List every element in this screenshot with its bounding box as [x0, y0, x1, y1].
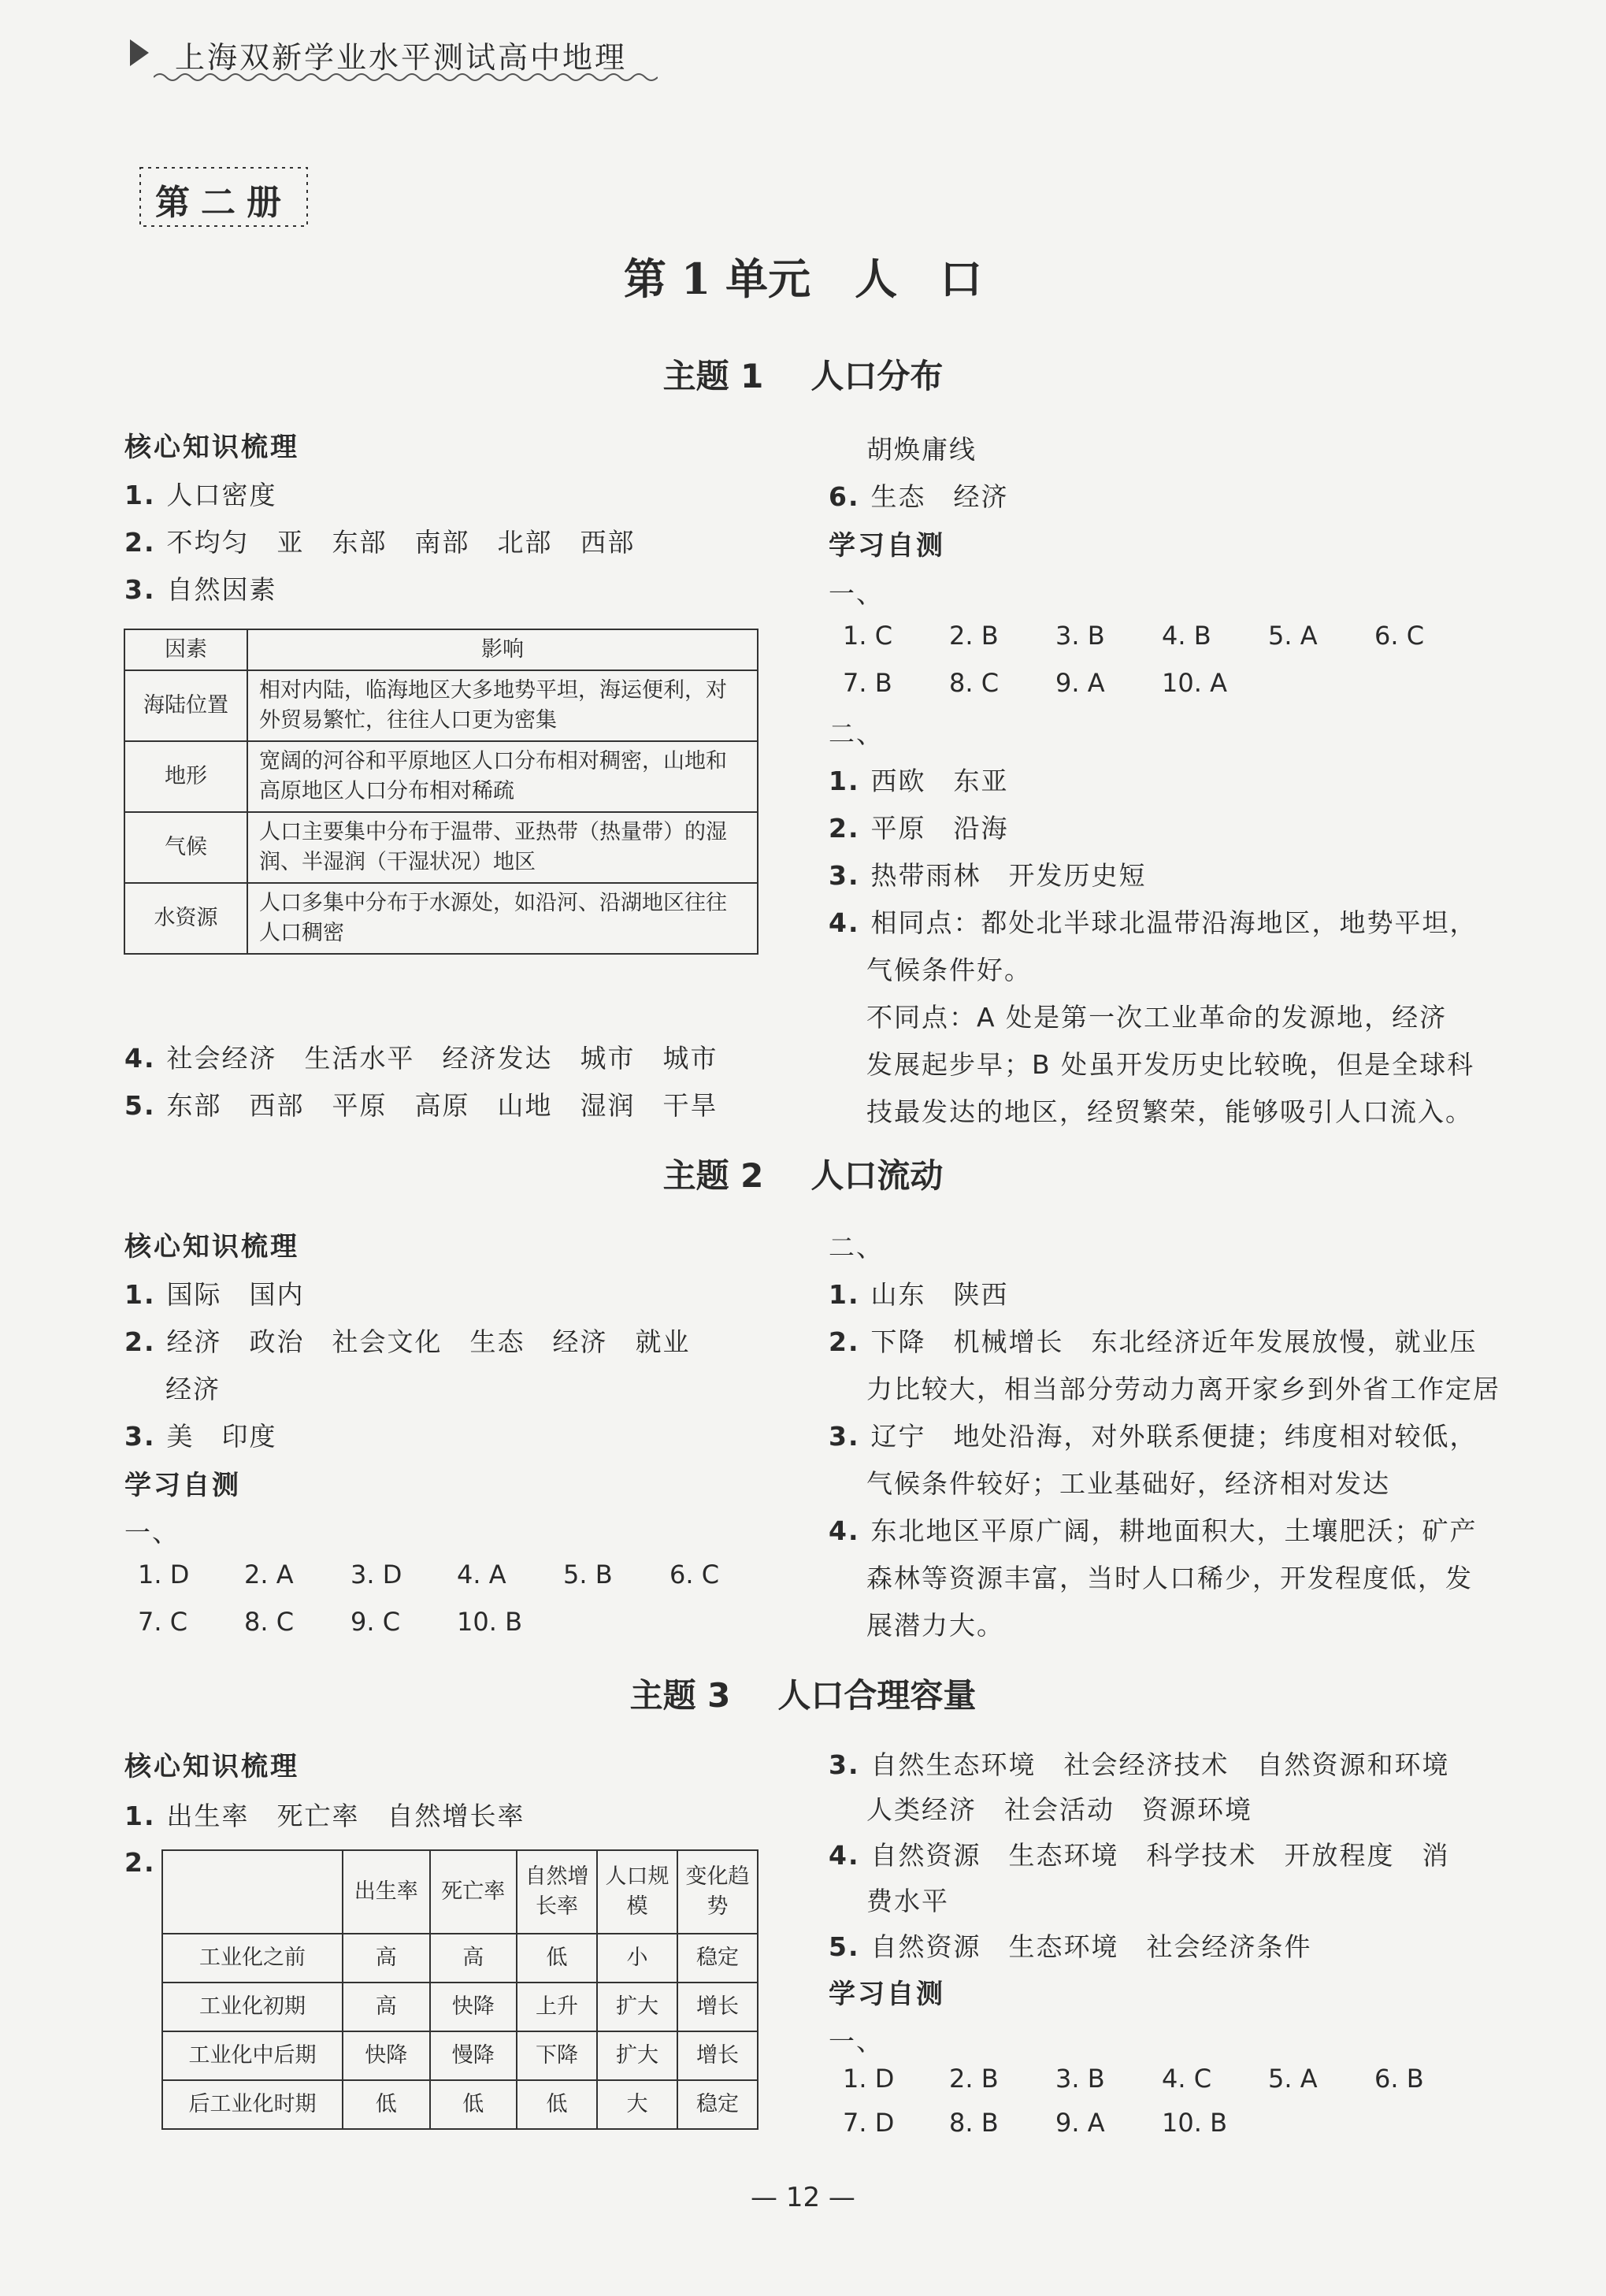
- t1-core-cont: 胡焕庸线: [866, 434, 977, 465]
- t2-mc-row: 7. C 8. C 9. C 10. B: [138, 1607, 523, 1637]
- page-number: — 12 —: [751, 2182, 855, 2213]
- header-wavy-underline: [154, 71, 658, 83]
- t2-core-heading: 核心知识梳理: [124, 1231, 299, 1263]
- table-row: 工业化之前 高 高 低 小 稳定: [162, 1934, 758, 1983]
- topic-3-title: 主题 3 人口合理容量: [629, 1676, 977, 1715]
- t1-core-item: 5. 东部 西部 平原 高原 山地 湿润 干旱: [124, 1090, 718, 1121]
- table-row: 后工业化时期 低 低 低 大 稳定: [162, 2080, 758, 2129]
- t1-short-answer-cont: 发展起步早；B 处虽开发历史比较晚，但是全球科: [866, 1049, 1475, 1080]
- t2-part2-label: 二、: [829, 1232, 884, 1263]
- topic-1-title: 主题 1 人口分布: [662, 357, 944, 395]
- t2-short-answer: 1. 山东 陕西: [829, 1279, 1009, 1310]
- t3-self-heading: 学习自测: [829, 1979, 945, 2010]
- t3-core-item-number: 2.: [124, 1847, 156, 1878]
- t1-mc-row: 1. C 2. B 3. B 4. B 5. A 6. C: [843, 621, 1425, 651]
- t2-short-answer: 2. 下降 机械增长 东北经济近年发展放慢，就业压: [829, 1326, 1478, 1357]
- t1-part2-label: 二、: [829, 718, 884, 749]
- t2-short-answer-cont: 气候条件较好；工业基础好，经济相对发达: [866, 1468, 1390, 1499]
- table-row: 工业化初期 高 快降 上升 扩大 增长: [162, 1983, 758, 2031]
- t1-core-item: 2. 不均匀 亚 东部 南部 北部 西部: [124, 527, 636, 558]
- t1-short-answer: 3. 热带雨林 开发历史短: [829, 860, 1147, 891]
- book-label: 第二册: [134, 161, 313, 232]
- t2-short-answer-cont: 森林等资源丰富，当时人口稀少，开发程度低，发: [866, 1563, 1473, 1593]
- t1-core-heading: 核心知识梳理: [124, 432, 299, 463]
- table-row: 气候 人口主要集中分布于温带、亚热带（热量带）的湿润、半湿润（干湿状况）地区: [124, 812, 758, 883]
- t1-short-answer-cont: 气候条件好。: [866, 955, 1032, 985]
- t3-core-item: 4. 自然资源 生态环境 科学技术 开放程度 消: [829, 1840, 1450, 1871]
- t1-short-answer-cont: 不同点：A 处是第一次工业革命的发源地，经济: [866, 1002, 1448, 1033]
- header-arrow-icon: [130, 39, 149, 66]
- t2-part1-label: 一、: [124, 1517, 180, 1548]
- t3-mc-row: 7. D 8. B 9. A 10. B: [843, 2108, 1228, 2138]
- t2-core-item-cont: 经济: [165, 1374, 221, 1404]
- t3-core-item-cont: 人类经济 社会活动 资源环境: [866, 1794, 1252, 1825]
- t3-core-item: 5. 自然资源 生态环境 社会经济条件: [829, 1931, 1312, 1962]
- t2-self-heading: 学习自测: [124, 1470, 241, 1501]
- t3-core-item-cont: 费水平: [866, 1886, 949, 1916]
- running-header: 上海双新学业水平测试高中地理: [175, 40, 628, 75]
- t2-short-answer-cont: 力比较大，相当部分劳动力离开家乡到外省工作定居: [866, 1374, 1500, 1404]
- t1-short-answer: 2. 平原 沿海: [829, 813, 1009, 844]
- t1-short-answer: 4. 相同点：都处北半球北温带沿海地区，地势平坦，: [829, 907, 1478, 938]
- t1-core-item: 3. 自然因素: [124, 574, 277, 605]
- t1-core-item: 4. 社会经济 生活水平 经济发达 城市 城市: [124, 1043, 718, 1074]
- t3-core-item: 1. 出生率 死亡率 自然增长率: [124, 1801, 525, 1831]
- t2-short-answer-cont: 展潜力大。: [866, 1610, 1004, 1641]
- t2-short-answer: 4. 东北地区平原广阔，耕地面积大，土壤肥沃；矿产: [829, 1515, 1478, 1546]
- t1-core-item: 1. 人口密度: [124, 480, 277, 510]
- t3-part1-label: 一、: [829, 2026, 884, 2057]
- t2-core-item: 2. 经济 政治 社会文化 生态 经济 就业: [124, 1326, 691, 1357]
- t3-demographic-table: [161, 1849, 758, 2130]
- unit-title: 第 1 单元 人 口: [623, 254, 983, 304]
- t1-core-item: 6. 生态 经济: [829, 481, 1009, 512]
- t1-part1-label: 一、: [829, 578, 884, 609]
- table-row: 水资源 人口多集中分布于水源处，如沿河、沿湖地区往往人口稠密: [124, 883, 758, 954]
- t2-core-item: 3. 美 印度: [124, 1421, 277, 1452]
- table-row: 因素 影响: [124, 629, 758, 670]
- t1-factor-table: [124, 629, 758, 955]
- table-row: 工业化中后期 快降 慢降 下降 扩大 增长: [162, 2031, 758, 2080]
- t1-mc-row: 7. B 8. C 9. A 10. A: [843, 668, 1227, 698]
- t2-short-answer: 3. 辽宁 地处沿海，对外联系便捷；纬度相对较低，: [829, 1421, 1478, 1452]
- t1-short-answer-cont: 技最发达的地区，经贸繁荣，能够吸引人口流入。: [866, 1096, 1473, 1127]
- t2-mc-row: 1. D 2. A 3. D 4. A 5. B 6. C: [138, 1560, 720, 1589]
- table-row: 出生率 死亡率 自然增长率 人口规模 变化趋势: [162, 1850, 758, 1934]
- t3-mc-row: 1. D 2. B 3. B 4. C 5. A 6. B: [843, 2064, 1424, 2094]
- t3-core-heading: 核心知识梳理: [124, 1751, 299, 1782]
- t1-self-heading: 学习自测: [829, 530, 945, 562]
- t2-core-item: 1. 国际 国内: [124, 1279, 305, 1310]
- t1-short-answer: 1. 西欧 东亚: [829, 766, 1009, 796]
- topic-2-title: 主题 2 人口流动: [662, 1156, 944, 1195]
- t3-core-item: 3. 自然生态环境 社会经济技术 自然资源和环境: [829, 1749, 1450, 1780]
- table-row: 海陆位置 相对内陆，临海地区大多地势平坦，海运便利，对外贸易繁忙，往往人口更为密集: [124, 670, 758, 741]
- table-row: 地形 宽阔的河谷和平原地区人口分布相对稠密，山地和高原地区人口分布相对稀疏: [124, 741, 758, 812]
